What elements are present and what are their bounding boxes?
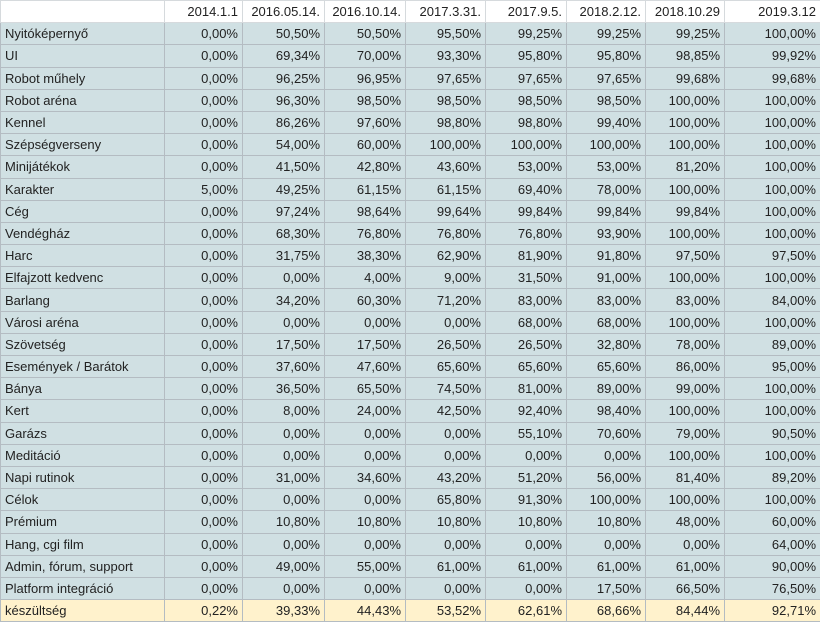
value-cell[interactable]: 98,80% [486,111,567,133]
value-cell[interactable]: 100,00% [646,311,725,333]
value-cell[interactable]: 99,92% [725,45,820,67]
value-cell[interactable]: 100,00% [646,489,725,511]
value-cell[interactable]: 0,00% [325,311,406,333]
value-cell[interactable]: 43,20% [406,466,486,488]
value-cell[interactable]: 100,00% [646,444,725,466]
value-cell[interactable]: 93,30% [406,45,486,67]
value-cell[interactable]: 100,00% [646,267,725,289]
value-cell[interactable]: 0,00% [406,444,486,466]
date-header-cell[interactable]: 2018.2.12. [567,1,646,23]
row-label-cell[interactable]: Robot műhely [1,67,165,89]
value-cell[interactable]: 66,50% [646,577,725,599]
value-cell[interactable]: 42,50% [406,400,486,422]
value-cell[interactable]: 100,00% [725,178,820,200]
table-row [1,444,820,466]
value-cell[interactable]: 61,00% [486,555,567,577]
value-cell[interactable]: 100,00% [725,111,820,133]
table-row [1,533,820,555]
date-header-cell[interactable]: 2017.3.31. [406,1,486,23]
value-cell[interactable]: 81,40% [646,466,725,488]
date-header-cell[interactable]: 2016.05.14. [243,1,325,23]
value-cell[interactable]: 37,60% [243,356,325,378]
value-cell[interactable]: 74,50% [406,378,486,400]
value-cell[interactable]: 10,80% [567,511,646,533]
row-label-cell[interactable]: Célok [1,489,165,511]
value-cell[interactable]: 47,60% [325,356,406,378]
value-cell[interactable]: 0,00% [325,489,406,511]
value-cell[interactable]: 48,00% [646,511,725,533]
value-cell[interactable]: 99,84% [646,200,725,222]
value-cell[interactable]: 50,50% [243,23,325,45]
table-row [1,378,820,400]
value-cell[interactable]: 0,00% [243,577,325,599]
row-label-cell[interactable]: Események / Barátok [1,356,165,378]
table-row [1,577,820,599]
value-cell[interactable]: 69,40% [486,178,567,200]
value-cell[interactable]: 38,30% [325,245,406,267]
header-row [1,1,820,23]
total-value-cell[interactable]: 44,43% [325,600,406,622]
value-cell[interactable]: 51,20% [486,466,567,488]
table-row [1,200,820,222]
value-cell[interactable]: 0,00% [165,311,243,333]
row-label-cell[interactable]: Elfajzott kedvenc [1,267,165,289]
table-row [1,489,820,511]
value-cell[interactable]: 8,00% [243,400,325,422]
row-label-cell[interactable]: Karakter [1,178,165,200]
value-cell[interactable]: 0,00% [165,577,243,599]
value-cell[interactable]: 49,25% [243,178,325,200]
value-cell[interactable]: 0,00% [165,23,243,45]
value-cell[interactable]: 64,00% [725,533,820,555]
row-label-cell[interactable]: Kennel [1,111,165,133]
value-cell[interactable]: 0,00% [243,422,325,444]
value-cell[interactable]: 70,60% [567,422,646,444]
value-cell[interactable]: 0,00% [165,89,243,111]
value-cell[interactable]: 61,00% [567,555,646,577]
value-cell[interactable]: 65,60% [406,356,486,378]
row-label-cell[interactable]: Szövetség [1,333,165,355]
row-label-cell[interactable]: Prémium [1,511,165,533]
row-label-cell[interactable]: Szépségverseny [1,134,165,156]
value-cell[interactable]: 50,50% [325,23,406,45]
value-cell[interactable]: 26,50% [486,333,567,355]
value-cell[interactable]: 41,50% [243,156,325,178]
value-cell[interactable]: 0,00% [325,422,406,444]
value-cell[interactable]: 100,00% [646,222,725,244]
row-label-cell[interactable]: Bánya [1,378,165,400]
row-label-cell[interactable]: Cég [1,200,165,222]
table-row [1,178,820,200]
value-cell[interactable]: 0,00% [165,466,243,488]
row-label-cell[interactable]: UI [1,45,165,67]
total-label-cell[interactable]: készültség [1,600,165,622]
value-cell[interactable]: 89,20% [725,466,820,488]
value-cell[interactable]: 91,30% [486,489,567,511]
value-cell[interactable]: 100,00% [567,489,646,511]
table-row [1,511,820,533]
table-row [1,156,820,178]
value-cell[interactable]: 76,80% [325,222,406,244]
table-row [1,89,820,111]
date-header-cell[interactable]: 2019.3.12 [725,1,820,23]
row-label-cell[interactable]: Minijátékok [1,156,165,178]
row-label-cell[interactable]: Harc [1,245,165,267]
value-cell[interactable]: 83,00% [646,289,725,311]
value-cell[interactable]: 76,80% [406,222,486,244]
value-cell[interactable]: 0,00% [165,134,243,156]
value-cell[interactable]: 100,00% [725,200,820,222]
value-cell[interactable]: 95,80% [567,45,646,67]
value-cell[interactable]: 4,00% [325,267,406,289]
value-cell[interactable]: 60,30% [325,289,406,311]
value-cell[interactable]: 0,00% [243,489,325,511]
table-row [1,356,820,378]
table-row [1,289,820,311]
value-cell[interactable]: 98,40% [567,400,646,422]
value-cell[interactable]: 95,50% [406,23,486,45]
value-cell[interactable]: 0,00% [165,200,243,222]
date-header-cell[interactable]: 2017.9.5. [486,1,567,23]
value-cell[interactable]: 0,00% [406,311,486,333]
value-cell[interactable]: 98,80% [406,111,486,133]
value-cell[interactable]: 95,80% [486,45,567,67]
value-cell[interactable]: 0,00% [165,444,243,466]
value-cell[interactable]: 83,00% [567,289,646,311]
table-row [1,23,820,45]
value-cell[interactable]: 68,00% [567,311,646,333]
row-label-cell[interactable]: Kert [1,400,165,422]
value-cell[interactable]: 83,00% [486,289,567,311]
value-cell[interactable]: 98,50% [486,89,567,111]
value-cell[interactable]: 34,20% [243,289,325,311]
value-cell[interactable]: 100,00% [725,89,820,111]
value-cell[interactable]: 69,34% [243,45,325,67]
value-cell[interactable]: 100,00% [646,111,725,133]
value-cell[interactable]: 99,25% [567,23,646,45]
row-label-cell[interactable]: Admin, fórum, support [1,555,165,577]
value-cell[interactable]: 0,00% [567,533,646,555]
total-value-cell[interactable]: 53,52% [406,600,486,622]
value-cell[interactable]: 0,00% [406,422,486,444]
value-cell[interactable]: 93,90% [567,222,646,244]
value-cell[interactable]: 78,00% [567,178,646,200]
total-value-cell[interactable]: 39,33% [243,600,325,622]
value-cell[interactable]: 78,00% [646,333,725,355]
value-cell[interactable]: 76,80% [486,222,567,244]
value-cell[interactable]: 65,60% [486,356,567,378]
value-cell[interactable]: 100,00% [725,400,820,422]
value-cell[interactable]: 100,00% [725,311,820,333]
value-cell[interactable]: 0,00% [567,444,646,466]
value-cell[interactable]: 24,00% [325,400,406,422]
value-cell[interactable]: 91,80% [567,245,646,267]
value-cell[interactable]: 0,00% [325,577,406,599]
value-cell[interactable]: 100,00% [725,23,820,45]
value-cell[interactable]: 0,00% [646,533,725,555]
value-cell[interactable]: 97,50% [725,245,820,267]
value-cell[interactable]: 100,00% [725,444,820,466]
value-cell[interactable]: 31,50% [486,267,567,289]
value-cell[interactable]: 97,60% [325,111,406,133]
value-cell[interactable]: 81,20% [646,156,725,178]
value-cell[interactable]: 62,90% [406,245,486,267]
row-label-cell[interactable]: Vendégház [1,222,165,244]
value-cell[interactable]: 100,00% [725,489,820,511]
value-cell[interactable]: 91,00% [567,267,646,289]
value-cell[interactable]: 9,00% [406,267,486,289]
value-cell[interactable]: 10,80% [325,511,406,533]
row-label-cell[interactable]: Garázs [1,422,165,444]
table-row [1,267,820,289]
value-cell[interactable]: 100,00% [646,89,725,111]
value-cell[interactable]: 70,00% [325,45,406,67]
value-cell[interactable]: 96,25% [243,67,325,89]
value-cell[interactable]: 100,00% [567,134,646,156]
value-cell[interactable]: 89,00% [567,378,646,400]
value-cell[interactable]: 42,80% [325,156,406,178]
value-cell[interactable]: 0,00% [165,533,243,555]
value-cell[interactable]: 0,00% [243,533,325,555]
value-cell[interactable]: 53,00% [567,156,646,178]
value-cell[interactable]: 10,80% [406,511,486,533]
value-cell[interactable]: 0,00% [165,333,243,355]
value-cell[interactable]: 100,00% [725,267,820,289]
value-cell[interactable]: 17,50% [325,333,406,355]
value-cell[interactable]: 97,24% [243,200,325,222]
value-cell[interactable]: 32,80% [567,333,646,355]
value-cell[interactable]: 100,00% [725,378,820,400]
value-cell[interactable]: 0,00% [165,378,243,400]
table-row [1,245,820,267]
value-cell[interactable]: 86,00% [646,356,725,378]
value-cell[interactable]: 99,68% [725,67,820,89]
value-cell[interactable]: 96,95% [325,67,406,89]
value-cell[interactable]: 98,50% [567,89,646,111]
value-cell[interactable]: 17,50% [567,577,646,599]
value-cell[interactable]: 61,00% [406,555,486,577]
value-cell[interactable]: 65,80% [406,489,486,511]
value-cell[interactable]: 43,60% [406,156,486,178]
value-cell[interactable]: 0,00% [165,156,243,178]
value-cell[interactable]: 0,00% [165,555,243,577]
value-cell[interactable]: 55,00% [325,555,406,577]
value-cell[interactable]: 0,00% [165,45,243,67]
corner-cell[interactable] [1,1,165,23]
value-cell[interactable]: 17,50% [243,333,325,355]
value-cell[interactable]: 0,00% [406,577,486,599]
value-cell[interactable]: 0,00% [165,67,243,89]
table-row [1,555,820,577]
value-cell[interactable]: 0,00% [486,444,567,466]
value-cell[interactable]: 61,15% [406,178,486,200]
value-cell[interactable]: 98,50% [325,89,406,111]
date-header-cell[interactable]: 2016.10.14. [325,1,406,23]
value-cell[interactable]: 84,00% [725,289,820,311]
row-label-cell[interactable]: Barlang [1,289,165,311]
value-cell[interactable]: 81,90% [486,245,567,267]
value-cell[interactable]: 98,50% [406,89,486,111]
table-row [1,45,820,67]
date-header-cell[interactable]: 2018.10.29 [646,1,725,23]
value-cell[interactable]: 10,80% [486,511,567,533]
value-cell[interactable]: 65,60% [567,356,646,378]
value-cell[interactable]: 95,00% [725,356,820,378]
value-cell[interactable]: 61,00% [646,555,725,577]
value-cell[interactable]: 97,50% [646,245,725,267]
value-cell[interactable]: 99,68% [646,67,725,89]
total-value-cell[interactable]: 0,22% [165,600,243,622]
value-cell[interactable]: 92,40% [486,400,567,422]
value-cell[interactable]: 97,65% [486,67,567,89]
value-cell[interactable]: 71,20% [406,289,486,311]
value-cell[interactable]: 100,00% [646,134,725,156]
value-cell[interactable]: 99,40% [567,111,646,133]
value-cell[interactable]: 0,00% [325,533,406,555]
value-cell[interactable]: 5,00% [165,178,243,200]
value-cell[interactable]: 0,00% [243,311,325,333]
table-row [1,111,820,133]
value-cell[interactable]: 99,25% [486,23,567,45]
total-value-cell[interactable]: 92,71% [725,600,820,622]
total-value-cell[interactable]: 62,61% [486,600,567,622]
row-label-cell[interactable]: Napi rutinok [1,466,165,488]
value-cell[interactable]: 99,25% [646,23,725,45]
value-cell[interactable]: 98,64% [325,200,406,222]
value-cell[interactable]: 26,50% [406,333,486,355]
value-cell[interactable]: 0,00% [165,422,243,444]
total-value-cell[interactable]: 84,44% [646,600,725,622]
table-row [1,67,820,89]
value-cell[interactable]: 68,30% [243,222,325,244]
value-cell[interactable]: 0,00% [165,400,243,422]
row-label-cell[interactable]: Meditáció [1,444,165,466]
value-cell[interactable]: 100,00% [486,134,567,156]
value-cell[interactable]: 10,80% [243,511,325,533]
value-cell[interactable]: 99,00% [646,378,725,400]
value-cell[interactable]: 31,75% [243,245,325,267]
table-row [1,222,820,244]
value-cell[interactable]: 81,00% [486,378,567,400]
value-cell[interactable]: 0,00% [165,489,243,511]
value-cell[interactable]: 0,00% [165,511,243,533]
value-cell[interactable]: 56,00% [567,466,646,488]
value-cell[interactable]: 55,10% [486,422,567,444]
value-cell[interactable]: 100,00% [725,156,820,178]
value-cell[interactable]: 100,00% [725,222,820,244]
value-cell[interactable]: 0,00% [406,533,486,555]
value-cell[interactable]: 49,00% [243,555,325,577]
value-cell[interactable]: 96,30% [243,89,325,111]
value-cell[interactable]: 60,00% [725,511,820,533]
value-cell[interactable]: 31,00% [243,466,325,488]
value-cell[interactable]: 0,00% [165,267,243,289]
value-cell[interactable]: 54,00% [243,134,325,156]
table-row [1,422,820,444]
value-cell[interactable]: 100,00% [646,178,725,200]
value-cell[interactable]: 97,65% [567,67,646,89]
value-cell[interactable]: 0,00% [325,444,406,466]
value-cell[interactable]: 86,26% [243,111,325,133]
value-cell[interactable]: 53,00% [486,156,567,178]
value-cell[interactable]: 60,00% [325,134,406,156]
row-label-cell[interactable]: Platform integráció [1,577,165,599]
value-cell[interactable]: 99,84% [567,200,646,222]
total-value-cell[interactable]: 68,66% [567,600,646,622]
value-cell[interactable]: 97,65% [406,67,486,89]
value-cell[interactable]: 0,00% [165,245,243,267]
value-cell[interactable]: 100,00% [406,134,486,156]
row-label-cell[interactable]: Nyitóképernyő [1,23,165,45]
value-cell[interactable]: 89,00% [725,333,820,355]
date-header-cell[interactable]: 2014.1.1 [165,1,243,23]
value-cell[interactable]: 100,00% [725,134,820,156]
value-cell[interactable]: 76,50% [725,577,820,599]
value-cell[interactable]: 0,00% [165,356,243,378]
value-cell[interactable]: 99,84% [486,200,567,222]
value-cell[interactable]: 90,50% [725,422,820,444]
value-cell[interactable]: 0,00% [243,267,325,289]
value-cell[interactable]: 0,00% [165,222,243,244]
row-label-cell[interactable]: Robot aréna [1,89,165,111]
value-cell[interactable]: 0,00% [243,444,325,466]
table-row [1,466,820,488]
value-cell[interactable]: 0,00% [165,289,243,311]
total-row [1,600,820,622]
value-cell[interactable]: 99,64% [406,200,486,222]
value-cell[interactable]: 90,00% [725,555,820,577]
value-cell[interactable]: 0,00% [486,577,567,599]
row-label-cell[interactable]: Városi aréna [1,311,165,333]
value-cell[interactable]: 98,85% [646,45,725,67]
table-row [1,311,820,333]
table-row [1,400,820,422]
value-cell[interactable]: 100,00% [646,400,725,422]
value-cell[interactable]: 0,00% [486,533,567,555]
value-cell[interactable]: 0,00% [165,111,243,133]
value-cell[interactable]: 36,50% [243,378,325,400]
value-cell[interactable]: 61,15% [325,178,406,200]
value-cell[interactable]: 68,00% [486,311,567,333]
table-row [1,134,820,156]
table-row [1,333,820,355]
value-cell[interactable]: 79,00% [646,422,725,444]
value-cell[interactable]: 65,50% [325,378,406,400]
value-cell[interactable]: 34,60% [325,466,406,488]
row-label-cell[interactable]: Hang, cgi film [1,533,165,555]
